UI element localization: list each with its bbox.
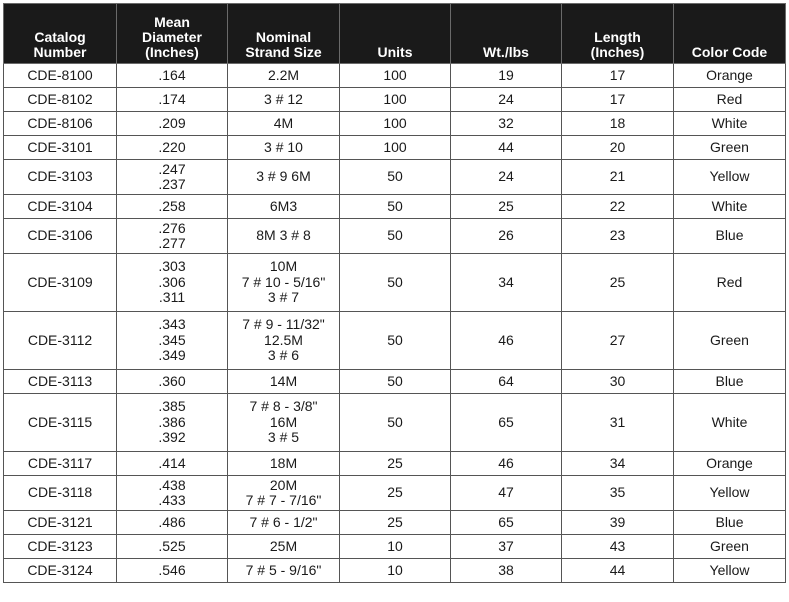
cell-units: 50 <box>340 254 451 312</box>
cell-mean-diameter <box>117 160 228 195</box>
cell-nominal-strand-size-line: 7 # 9 - 11/32" <box>242 316 325 333</box>
cell-length: 43 <box>562 535 674 559</box>
cell-nominal-strand-size-line: 7 # 5 - 9/16" <box>245 561 322 578</box>
cell-length: 44 <box>562 559 674 583</box>
cell-color-code: Blue <box>674 370 786 394</box>
cell-catalog-number: CDE-3112 <box>4 312 117 370</box>
cell-mean-diameter-line: .164 <box>158 66 186 83</box>
cell-catalog-number: CDE-8102 <box>4 88 117 112</box>
cell-mean-diameter <box>117 535 228 559</box>
cell-weight: 47 <box>451 476 562 511</box>
cell-length: 25 <box>562 254 674 312</box>
cell-nominal-strand-size <box>228 195 340 219</box>
cell-nominal-strand-size-line: 8M 3 # 8 <box>256 227 311 244</box>
cell-weight: 19 <box>451 64 562 88</box>
cell-weight: 46 <box>451 312 562 370</box>
cell-mean-diameter-line: .276 <box>158 219 186 236</box>
cell-nominal-strand-size-line: 10M <box>269 258 298 275</box>
cell-mean-diameter <box>117 195 228 219</box>
cell-mean-diameter <box>117 559 228 583</box>
cell-mean-diameter-line: .220 <box>158 138 186 155</box>
table-row <box>4 476 786 511</box>
cell-nominal-strand-size-line: 18M <box>269 454 298 471</box>
cell-nominal-strand-size <box>228 64 340 88</box>
cell-nominal-strand-size-line: 7 # 6 - 1/2" <box>249 513 318 530</box>
cell-weight: 46 <box>451 452 562 476</box>
cell-weight: 65 <box>451 511 562 535</box>
cell-mean-diameter-line: .392 <box>158 429 186 446</box>
cell-mean-diameter <box>117 312 228 370</box>
cell-nominal-strand-size <box>228 219 340 254</box>
cell-catalog-number: CDE-3101 <box>4 136 117 160</box>
cell-mean-diameter-line: .303 <box>158 258 186 275</box>
cell-mean-diameter-line: .343 <box>158 316 186 333</box>
header-color-code: Color Code <box>674 4 786 64</box>
cell-units: 50 <box>340 219 451 254</box>
cell-weight: 26 <box>451 219 562 254</box>
cell-mean-diameter <box>117 254 228 312</box>
cell-mean-diameter-line: .414 <box>158 454 186 471</box>
cell-nominal-strand-size-line: 3 # 7 <box>267 289 300 306</box>
cell-color-code: Green <box>674 136 786 160</box>
cell-length: 39 <box>562 511 674 535</box>
cell-length: 17 <box>562 64 674 88</box>
table-row <box>4 394 786 452</box>
cell-mean-diameter-line: .311 <box>158 289 186 306</box>
cell-color-code: Green <box>674 535 786 559</box>
table-row <box>4 370 786 394</box>
cell-catalog-number: CDE-3103 <box>4 160 117 195</box>
cell-mean-diameter <box>117 452 228 476</box>
cell-nominal-strand-size-line: 7 # 10 - 5/16" <box>241 273 326 290</box>
cell-length: 35 <box>562 476 674 511</box>
cell-mean-diameter <box>117 476 228 511</box>
header-weight: Wt./lbs <box>451 4 562 64</box>
cell-color-code: White <box>674 394 786 452</box>
cell-mean-diameter-line: .349 <box>158 347 186 364</box>
cell-weight: 24 <box>451 88 562 112</box>
cell-length: 18 <box>562 112 674 136</box>
cell-nominal-strand-size-line: 3 # 5 <box>267 429 300 446</box>
cell-nominal-strand-size-line: 6M3 <box>269 197 298 214</box>
cell-mean-diameter <box>117 394 228 452</box>
cell-mean-diameter <box>117 136 228 160</box>
cell-color-code: Orange <box>674 64 786 88</box>
table-row <box>4 511 786 535</box>
cell-units: 50 <box>340 370 451 394</box>
cell-catalog-number: CDE-8106 <box>4 112 117 136</box>
cell-catalog-number: CDE-3109 <box>4 254 117 312</box>
cell-color-code: Yellow <box>674 476 786 511</box>
cell-units: 100 <box>340 136 451 160</box>
cell-nominal-strand-size-line: 2.2M <box>267 66 300 83</box>
cell-length: 27 <box>562 312 674 370</box>
table-row <box>4 219 786 254</box>
cell-length: 34 <box>562 452 674 476</box>
cell-nominal-strand-size <box>228 559 340 583</box>
cell-mean-diameter-line: .360 <box>158 372 186 389</box>
cell-catalog-number: CDE-3117 <box>4 452 117 476</box>
table-body <box>4 64 786 583</box>
table-row <box>4 64 786 88</box>
cell-mean-diameter-line: .345 <box>158 331 186 348</box>
cell-nominal-strand-size-line: 3 # 12 <box>264 90 303 107</box>
cell-color-code: Orange <box>674 452 786 476</box>
cell-catalog-number: CDE-3121 <box>4 511 117 535</box>
cell-mean-diameter-line: .438 <box>158 476 186 493</box>
cell-nominal-strand-size <box>228 112 340 136</box>
cell-units: 100 <box>340 88 451 112</box>
table-row <box>4 160 786 195</box>
strand-spec-table <box>3 3 786 583</box>
cell-nominal-strand-size-line: 25M <box>269 537 298 554</box>
cell-units: 50 <box>340 394 451 452</box>
cell-mean-diameter <box>117 88 228 112</box>
cell-mean-diameter <box>117 64 228 88</box>
cell-nominal-strand-size-line: 7 # 7 - 7/16" <box>245 492 322 508</box>
cell-length: 21 <box>562 160 674 195</box>
cell-units: 50 <box>340 312 451 370</box>
cell-length: 20 <box>562 136 674 160</box>
cell-units: 25 <box>340 476 451 511</box>
cell-units: 10 <box>340 559 451 583</box>
cell-catalog-number: CDE-8100 <box>4 64 117 88</box>
table-row <box>4 559 786 583</box>
cell-catalog-number: CDE-3104 <box>4 195 117 219</box>
cell-mean-diameter-line: .386 <box>158 413 186 430</box>
header-length: Length (Inches) <box>562 4 674 64</box>
cell-catalog-number: CDE-3124 <box>4 559 117 583</box>
cell-nominal-strand-size <box>228 370 340 394</box>
cell-weight: 25 <box>451 195 562 219</box>
cell-color-code: White <box>674 195 786 219</box>
cell-mean-diameter <box>117 112 228 136</box>
cell-catalog-number: CDE-3123 <box>4 535 117 559</box>
cell-nominal-strand-size <box>228 160 340 195</box>
cell-mean-diameter <box>117 219 228 254</box>
cell-weight: 24 <box>451 160 562 195</box>
cell-color-code: Green <box>674 312 786 370</box>
cell-mean-diameter-line: .546 <box>158 561 186 578</box>
cell-mean-diameter-line: .277 <box>158 235 186 251</box>
cell-mean-diameter-line: .209 <box>158 114 186 131</box>
cell-length: 30 <box>562 370 674 394</box>
cell-color-code: Blue <box>674 219 786 254</box>
cell-color-code: Blue <box>674 511 786 535</box>
cell-nominal-strand-size <box>228 88 340 112</box>
cell-length: 17 <box>562 88 674 112</box>
cell-color-code: Red <box>674 88 786 112</box>
table-row <box>4 452 786 476</box>
cell-nominal-strand-size-line: 3 # 10 <box>264 138 303 155</box>
table-row <box>4 112 786 136</box>
cell-weight: 34 <box>451 254 562 312</box>
table-row <box>4 195 786 219</box>
cell-mean-diameter-line: .258 <box>158 197 186 214</box>
cell-mean-diameter-line: .385 <box>158 398 186 415</box>
cell-weight: 37 <box>451 535 562 559</box>
cell-weight: 65 <box>451 394 562 452</box>
cell-mean-diameter-line: .237 <box>158 176 186 192</box>
cell-nominal-strand-size-line: 7 # 8 - 3/8" <box>249 398 318 415</box>
table-row <box>4 535 786 559</box>
cell-units: 50 <box>340 195 451 219</box>
cell-color-code: Red <box>674 254 786 312</box>
cell-mean-diameter-line: .247 <box>158 160 186 177</box>
header-row <box>4 4 786 64</box>
table-row <box>4 88 786 112</box>
header-units: Units <box>340 4 451 64</box>
cell-length: 22 <box>562 195 674 219</box>
cell-nominal-strand-size <box>228 136 340 160</box>
cell-mean-diameter <box>117 511 228 535</box>
cell-mean-diameter-line: .433 <box>158 492 186 508</box>
cell-nominal-strand-size <box>228 254 340 312</box>
cell-units: 25 <box>340 511 451 535</box>
cell-color-code: Yellow <box>674 160 786 195</box>
cell-units: 10 <box>340 535 451 559</box>
cell-nominal-strand-size-line: 3 # 6 <box>267 347 300 364</box>
cell-catalog-number: CDE-3118 <box>4 476 117 511</box>
cell-weight: 32 <box>451 112 562 136</box>
cell-nominal-strand-size-line: 14M <box>269 372 298 389</box>
cell-mean-diameter-line: .306 <box>158 273 186 290</box>
cell-nominal-strand-size <box>228 535 340 559</box>
header-nominal-strand-size: Nominal Strand Size <box>228 4 340 64</box>
cell-mean-diameter-line: .525 <box>158 537 186 554</box>
cell-nominal-strand-size <box>228 394 340 452</box>
cell-nominal-strand-size <box>228 452 340 476</box>
cell-weight: 38 <box>451 559 562 583</box>
cell-weight: 64 <box>451 370 562 394</box>
cell-nominal-strand-size-line: 20M <box>269 476 298 493</box>
cell-nominal-strand-size <box>228 476 340 511</box>
header-mean-diameter: Mean Diameter (Inches) <box>117 4 228 64</box>
cell-mean-diameter <box>117 370 228 394</box>
table-row <box>4 254 786 312</box>
cell-mean-diameter-line: .174 <box>158 90 186 107</box>
cell-nominal-strand-size-line: 4M <box>273 114 294 131</box>
cell-weight: 44 <box>451 136 562 160</box>
cell-color-code: White <box>674 112 786 136</box>
cell-length: 31 <box>562 394 674 452</box>
cell-length: 23 <box>562 219 674 254</box>
cell-units: 25 <box>340 452 451 476</box>
cell-catalog-number: CDE-3106 <box>4 219 117 254</box>
table-row <box>4 136 786 160</box>
cell-units: 50 <box>340 160 451 195</box>
cell-nominal-strand-size <box>228 312 340 370</box>
table-row <box>4 312 786 370</box>
cell-units: 100 <box>340 64 451 88</box>
cell-color-code: Yellow <box>674 559 786 583</box>
cell-nominal-strand-size-line: 12.5M <box>264 331 303 348</box>
cell-nominal-strand-size-line: 3 # 9 6M <box>256 168 311 185</box>
header-catalog-number: Catalog Number <box>4 4 117 64</box>
cell-nominal-strand-size <box>228 511 340 535</box>
cell-catalog-number: CDE-3113 <box>4 370 117 394</box>
cell-units: 100 <box>340 112 451 136</box>
cell-catalog-number: CDE-3115 <box>4 394 117 452</box>
cell-mean-diameter-line: .486 <box>158 513 186 530</box>
spec-table-container <box>3 3 785 583</box>
cell-nominal-strand-size-line: 16M <box>269 413 298 430</box>
